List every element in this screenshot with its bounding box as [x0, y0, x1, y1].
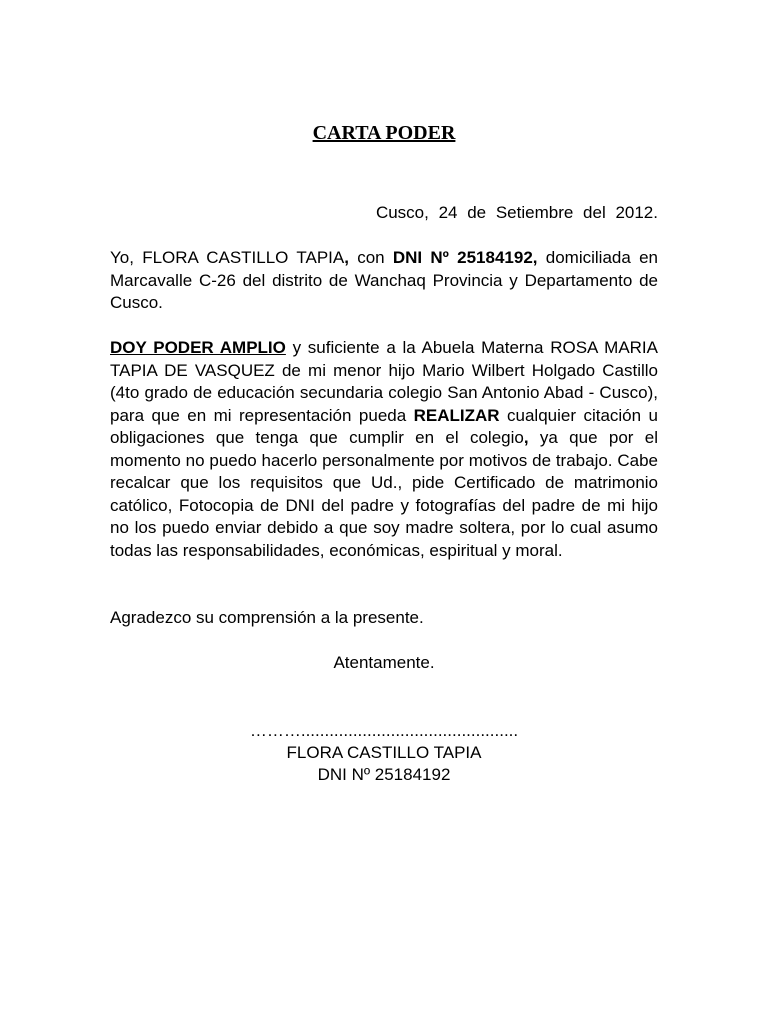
- identification-comma: ,: [344, 248, 349, 267]
- power-comma: ,: [523, 428, 529, 447]
- signature-name: FLORA CASTILLO TAPIA: [286, 743, 482, 762]
- identification-dni: DNI Nº 25184192,: [392, 248, 538, 267]
- document-title: CARTA PODER: [312, 122, 456, 144]
- identification-connector: con: [348, 248, 393, 267]
- identification-address: domiciliada en Marcavalle C-26 del distrito de Wanchaq Provincia y Departamento de Cusco.: [110, 248, 658, 312]
- paragraph-identification: [110, 247, 658, 315]
- paragraph-power-of-attorney: [110, 337, 658, 562]
- paragraph-thanks: Agradezco su comprensión a la presente.: [110, 608, 424, 627]
- signature-line: ………..............................................: [249, 721, 519, 740]
- power-text-3: ya que por el momento no puedo hacerlo personalmente por motivos de trabajo. Cabe recalcar que los requisitos que Ud., pide Certificado de matrimonio católico, Fotocopia de DNI del padre y fotografías del padre de mi hijo no los puedo enviar debido a que soy madre soltera, por lo cual asumo todas las responsabilidades, económicas, espiritual y moral.: [110, 428, 658, 560]
- signature-dni: DNI Nº 25184192: [317, 765, 451, 784]
- power-text-1: y suficiente a la Abuela Materna ROSA MARIA TAPIA DE VASQUEZ de mi menor hijo Mario Wilbert Holgado Castillo (4to grado de educación secundaria colegio San Antonio Abad - Cusco), para que en mi representación pueda: [110, 338, 658, 425]
- identification-name: Yo, FLORA CASTILLO TAPIA: [110, 248, 345, 267]
- power-realizar: REALIZAR: [413, 405, 500, 425]
- closing-line: Atentamente.: [333, 653, 435, 672]
- date-line: Cusco, 24 de Setiembre del 2012.: [375, 203, 658, 222]
- power-text-2: cualquier citación u obligaciones que tenga que cumplir en el colegio: [110, 405, 658, 447]
- power-heading: DOY PODER AMPLIO: [110, 338, 286, 357]
